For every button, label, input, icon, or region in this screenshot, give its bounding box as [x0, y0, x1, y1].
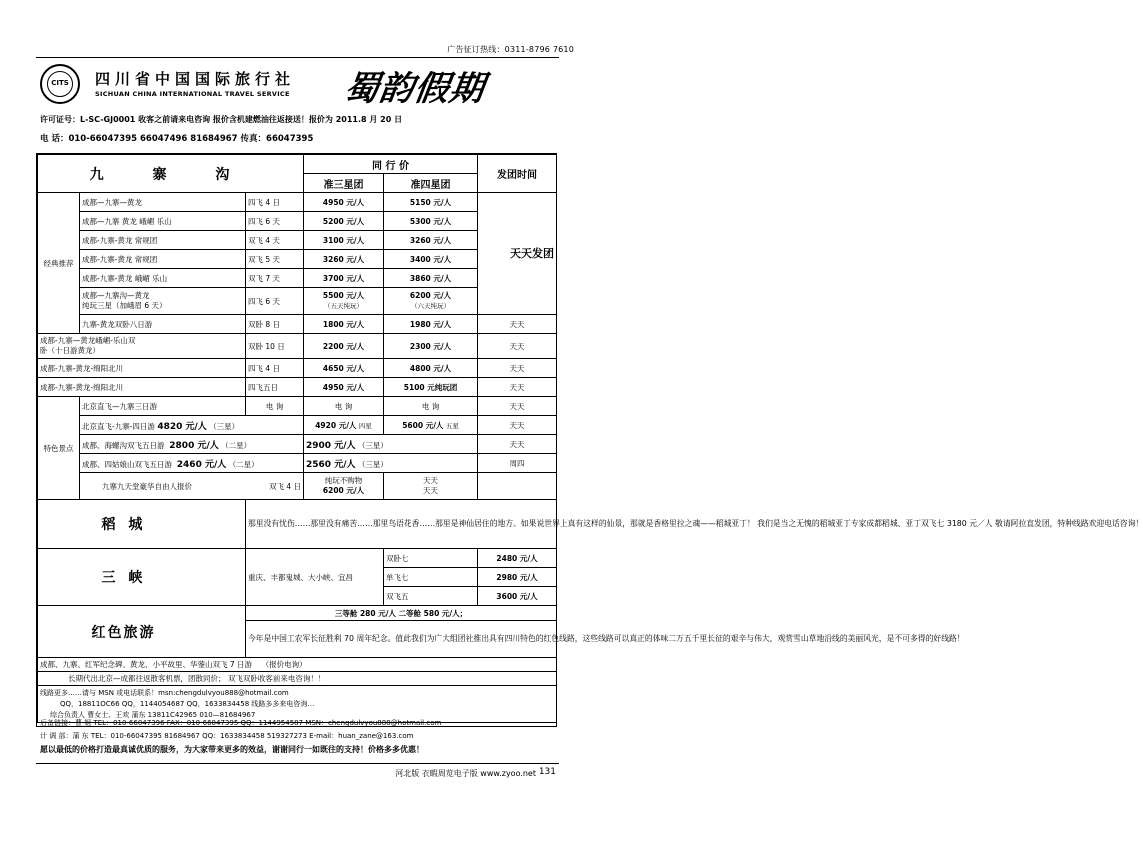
days-cell: 四飞五日	[246, 378, 304, 397]
route-cell: 九寨九天堂豪华自由人报价 双飞 4 日	[80, 473, 304, 500]
departure-cell: 天天	[478, 378, 557, 397]
departure-cell: 周四	[478, 454, 557, 473]
sanxia-option: 双卧七	[384, 549, 478, 568]
std4-header: 准四星团	[384, 174, 478, 193]
license-line: 许可证号：L-SC-GJ0001 收客之前请来电咨询 报价含机建燃油往返接送！报价为 2011.8 月 20 日	[40, 115, 403, 124]
footer-contact-2: 计 调 部：蒲 东 TEL：010-66047395 81684967 QQ：1633834458 519327273 E-mail：huan_zane@163.com	[40, 732, 414, 740]
table-row	[38, 334, 557, 359]
red-route-row	[38, 658, 557, 672]
price3-cell: 5200 元/人	[304, 212, 384, 231]
days-cell: 双飞 7 天	[246, 269, 304, 288]
departure-cell: 天天	[478, 397, 557, 416]
red-route: 成都、九寨、红军纪念碑、黄龙、小平故里、华蓥山双飞 7 日游 （报价电询）	[38, 658, 557, 672]
brand-title: 蜀韵假期	[341, 69, 488, 109]
special-label: 特色景点	[38, 397, 80, 500]
days-cell: 双卧 8 日	[246, 315, 304, 334]
price4-cell: 6200 元/人 （六天纯玩）	[384, 288, 478, 315]
inquiry-cell: 电 询	[384, 397, 478, 416]
jiuzhaigou-title: 九 寨 沟	[38, 155, 304, 193]
sanxia-option: 单飞七	[384, 568, 478, 587]
route-cell: 成都-九寨-黄龙-绵阳北川	[38, 359, 246, 378]
page-number: 131	[538, 767, 556, 777]
price3-cell: 4650 元/人	[304, 359, 384, 378]
daily-departure: 天天发团	[478, 193, 557, 315]
cits-logo	[40, 64, 80, 104]
red-tour-text: 今年是中国工农军长征胜利 70 周年纪念。值此我们为广大组团社推出具有四川特色的红色线路，这些线路可以真正的体味二万五千里长征的艰辛与伟大，观赏雪山草地沿线的美丽风光，是不可多得的好线路！	[246, 621, 557, 658]
departure-cell: 天天	[478, 416, 557, 435]
price3-cell: 4950 元/人	[304, 193, 384, 212]
route-cell: 成都-九寨-黄龙 常规团	[80, 231, 246, 250]
footer-rule	[36, 763, 559, 764]
departure-cell: 天天 天天	[384, 473, 478, 500]
table-row	[38, 193, 557, 212]
daocheng-text: 那里没有忧伤……那里没有痛苦……那里鸟语花香……那里是神仙居住的地方。如果说世界上真有这样的仙景，那就是香格里拉之魂——稻城亚丁！ 我们是当之无愧的稻城亚丁专家成都稻城、亚丁双飞七 3180 元／人 敬请阿拉直发团，特种线路欢迎电话咨询！	[246, 500, 557, 549]
sanxia-places: 重庆、丰都鬼城、大小峡、宜昌	[246, 549, 384, 606]
ad-hotline: 广告征订热线：0311-8796 7610	[447, 45, 574, 54]
daocheng-title: 稻 城	[38, 500, 246, 549]
table-row	[38, 416, 557, 435]
price4-cell: 3860 元/人	[384, 269, 478, 288]
sanxia-price: 2480 元/人	[478, 549, 557, 568]
days-cell: 四飞 4 日	[246, 193, 304, 212]
price-cell: 2560 元/人 （三星）	[304, 454, 478, 473]
departure-cell: 天天	[478, 315, 557, 334]
phone-line: 电 话：010-66047395 66047496 81684967 传真：66047395	[40, 134, 314, 144]
price3-cell: 3260 元/人	[304, 250, 384, 269]
route-cell: 成都-九寨-黄龙-绵阳北川	[38, 378, 246, 397]
price4-cell: 1980 元/人	[384, 315, 478, 334]
departure-cell: 天天	[478, 359, 557, 378]
price3-cell: 2200 元/人	[304, 334, 384, 359]
inquiry-cell: 电 询	[304, 397, 384, 416]
days-cell: 四飞 6 天	[246, 288, 304, 315]
table-row	[38, 359, 557, 378]
price4-cell: 5100 元纯玩团	[384, 378, 478, 397]
departure-cell: 天天	[478, 435, 557, 454]
sanxia-row	[38, 549, 557, 568]
sanxia-price: 2980 元/人	[478, 568, 557, 587]
beijing-tickets: 长期代出北京—成都往返散客机票，团散同价； 双飞双卧收客前来电咨询！！	[38, 672, 557, 686]
sanxia-option: 双飞五	[384, 587, 478, 606]
company-name-cn: 四川省中国国际旅行社	[95, 70, 296, 88]
route-cell: 成都、海螺沟双飞五日游 2800 元/人 （二星）	[80, 435, 304, 454]
table-row	[38, 473, 557, 500]
price-cell: 2900 元/人 （三星）	[304, 435, 478, 454]
days-cell: 四飞 6 天	[246, 212, 304, 231]
price3-cell: 3100 元/人	[304, 231, 384, 250]
route-cell: 北京直飞-九寨-四日游 4820 元/人 （三星）	[80, 416, 304, 435]
std3-header: 准三星团	[304, 174, 384, 193]
option-cell: 纯玩不购物 6200 元/人	[304, 473, 384, 500]
table-row	[38, 454, 557, 473]
price3-cell: 3700 元/人	[304, 269, 384, 288]
route-cell: 成都-九寨—黄龙峨嵋-乐山双 卧（十日游黄龙）	[38, 334, 246, 359]
route-cell: 成都-九寨-黄龙 常规团	[80, 250, 246, 269]
slogan: 愿以最低的价格打造最真诚优质的服务，为大家带来更多的效益，谢谢同行一如既往的支持！价格多多优惠！	[40, 745, 424, 754]
classic-label: 经典推荐	[38, 193, 80, 334]
red-tour-title: 红色旅游	[38, 606, 246, 658]
route-cell: 成都—九寨 黄龙 峨嵋 乐山	[80, 212, 246, 231]
table-row	[38, 315, 557, 334]
footer-contact-1: 后备链接：曹 姐 TEL：010-66047396 FAX：010-66047395 QQ：1144954587 MSN：chengdulvyou888@hotmail.com	[40, 719, 442, 727]
table-row	[38, 435, 557, 454]
price-cell: 5600 元/人 五星	[384, 416, 478, 435]
header-rule	[36, 57, 559, 58]
table-header-row	[38, 155, 557, 174]
price-table	[37, 154, 1143, 723]
price-cell: 4920 元/人 四星	[304, 416, 384, 435]
route-cell: 成都—九寨沟—黄龙 纯玩三星（加峨眉 6 天）	[80, 288, 246, 315]
price4-cell: 2300 元/人	[384, 334, 478, 359]
inquiry-cell: 电 询	[246, 397, 304, 416]
departure-header: 发团时间	[478, 155, 557, 193]
route-cell: 九寨-黄龙双卧八日游	[80, 315, 246, 334]
table-row	[38, 378, 557, 397]
price3-cell: 4950 元/人	[304, 378, 384, 397]
price3-cell: 1800 元/人	[304, 315, 384, 334]
beijing-row	[38, 672, 557, 686]
contact-row	[38, 686, 557, 723]
price3-cell: 5500 元/人 （五天纯玩）	[304, 288, 384, 315]
sanxia-cabin-row	[38, 606, 557, 621]
days-cell: 双卧 10 日	[246, 334, 304, 359]
route-cell: 北京直飞—九寨三日游	[80, 397, 246, 416]
departure-cell: 天天	[478, 334, 557, 359]
route-cell: 成都—九寨—黄龙	[80, 193, 246, 212]
logo-text: CITS	[51, 79, 69, 87]
price4-cell: 5150 元/人	[384, 193, 478, 212]
peer-price-header: 同 行 价	[304, 155, 478, 174]
price4-cell: 3400 元/人	[384, 250, 478, 269]
sanxia-price: 3600 元/人	[478, 587, 557, 606]
company-name-en: SICHUAN CHINA INTERNATIONAL TRAVEL SERVICE	[95, 90, 290, 98]
price4-cell: 5300 元/人	[384, 212, 478, 231]
table-row	[38, 397, 557, 416]
days-cell: 双飞 5 天	[246, 250, 304, 269]
route-cell: 成都-九寨-黄龙 峨嵋 乐山	[80, 269, 246, 288]
price4-cell: 3260 元/人	[384, 231, 478, 250]
daocheng-row	[38, 500, 557, 549]
days-cell: 双飞 4 天	[246, 231, 304, 250]
route-cell: 成都、四姑娘山双飞五日游 2460 元/人 （二星）	[80, 454, 304, 473]
cabin-prices: 三等舱 280 元/人 二等舱 580 元/人；	[246, 606, 557, 621]
price4-cell: 4800 元/人	[384, 359, 478, 378]
sanxia-title: 三 峡	[38, 549, 246, 606]
days-cell: 四飞 4 日	[246, 359, 304, 378]
contact-info: 线路更多……请与 MSN 或电话联系！msn:chengdulvyou888@hotmail.com QQ，18811OC66 QQ，1144054687 QQ，1633834458 线路多多来电咨询… 综合负责人 曹女士、王欢 蒲东 13811C42965 010—81684967	[38, 686, 557, 723]
page-info: 河北版 衣暇周览电子版 www.zyoo.net	[395, 769, 536, 778]
